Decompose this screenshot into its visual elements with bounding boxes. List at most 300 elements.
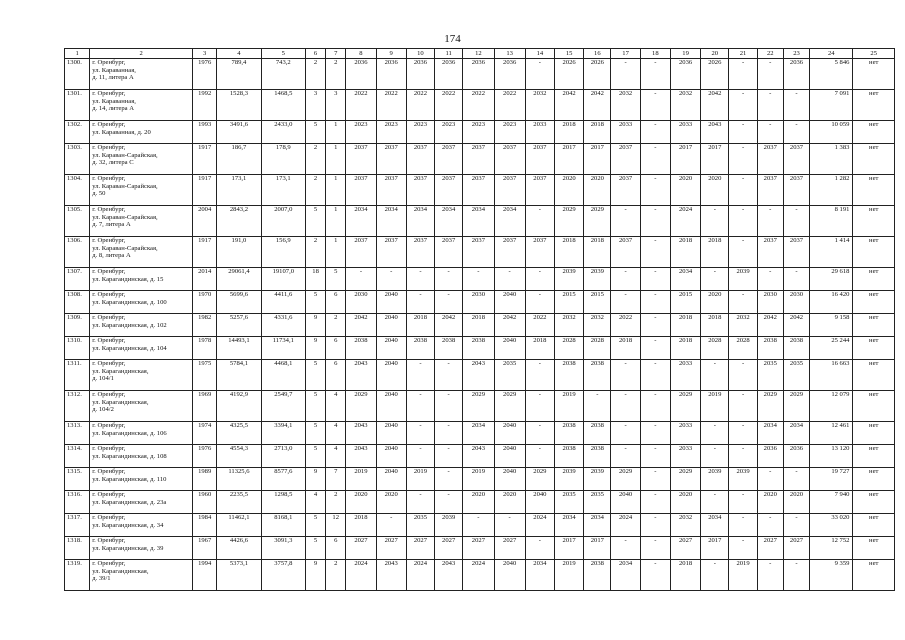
cell-col-22: - bbox=[757, 268, 783, 291]
cell-col-6: 5 bbox=[305, 445, 325, 468]
register-table bbox=[64, 48, 895, 591]
cell-col-3: 1975 bbox=[193, 360, 217, 391]
cell-col-25: нет bbox=[853, 422, 895, 445]
cell-col-15: 2019 bbox=[555, 560, 584, 591]
address-line: ул. Карагандинская, д. 100 bbox=[92, 298, 167, 306]
cell-col-9: 2037 bbox=[376, 175, 406, 206]
cell-col-6: 2 bbox=[305, 144, 325, 175]
address-cell bbox=[90, 121, 193, 144]
cell-col-20: - bbox=[701, 268, 729, 291]
cell-col-20: - bbox=[701, 445, 729, 468]
cell-col-22: 2042 bbox=[757, 314, 783, 337]
address-line: г. Оренбург, bbox=[92, 360, 126, 367]
cell-col-12: 2024 bbox=[463, 560, 494, 591]
cell-col-20: 2018 bbox=[701, 237, 729, 268]
cell-col-21: - bbox=[729, 237, 757, 268]
cell-col-15: 2029 bbox=[555, 206, 584, 237]
cell-col-21: - bbox=[729, 514, 757, 537]
cell-col-18: - bbox=[640, 391, 670, 422]
row-number-cell: 1315. bbox=[65, 468, 90, 491]
cell-col-11: 2036 bbox=[435, 59, 463, 90]
row-number-cell: 1316. bbox=[65, 491, 90, 514]
cell-col-10: - bbox=[406, 445, 434, 468]
cell-col-20: 2028 bbox=[701, 337, 729, 360]
cell-col-15: 2039 bbox=[555, 468, 584, 491]
cell-col-5: 2713,0 bbox=[261, 445, 305, 468]
cell-col-6: 5 bbox=[305, 537, 325, 560]
cell-col-17: 2018 bbox=[611, 337, 640, 360]
address-line: ул. Карагандинская, д. 104 bbox=[92, 344, 167, 352]
cell-col-15: 2015 bbox=[555, 291, 584, 314]
address-line: г. Оренбург, bbox=[92, 206, 126, 213]
address-line: ул. Караван-Сарайская, bbox=[92, 244, 158, 252]
table-row bbox=[65, 144, 895, 175]
cell-col-19: 2036 bbox=[670, 59, 700, 90]
row-number-cell: 1302. bbox=[65, 121, 90, 144]
cell-col-4: 2843,2 bbox=[217, 206, 261, 237]
cell-col-24: 33 020 bbox=[810, 514, 853, 537]
cell-col-13: 2023 bbox=[494, 121, 525, 144]
cell-col-6: 2 bbox=[305, 237, 325, 268]
cell-col-13: - bbox=[494, 268, 525, 291]
cell-col-3: 1917 bbox=[193, 237, 217, 268]
cell-col-18: - bbox=[640, 90, 670, 121]
cell-col-18: - bbox=[640, 422, 670, 445]
cell-col-10: 2034 bbox=[406, 206, 434, 237]
cell-col-21: - bbox=[729, 144, 757, 175]
table-row bbox=[65, 468, 895, 491]
cell-col-21: 2028 bbox=[729, 337, 757, 360]
cell-col-5: 173,1 bbox=[261, 175, 305, 206]
page-number: 174 bbox=[444, 33, 461, 45]
cell-col-9: - bbox=[376, 514, 406, 537]
cell-col-12: - bbox=[463, 268, 494, 291]
cell-col-4: 11325,6 bbox=[217, 468, 261, 491]
cell-col-20: 2043 bbox=[701, 121, 729, 144]
cell-col-5: 4468,1 bbox=[261, 360, 305, 391]
cell-col-7: 6 bbox=[326, 537, 346, 560]
cell-col-25: нет bbox=[853, 337, 895, 360]
cell-col-25: нет bbox=[853, 391, 895, 422]
cell-col-4: 4325,5 bbox=[217, 422, 261, 445]
cell-col-17: 2040 bbox=[611, 491, 640, 514]
cell-col-19: 2032 bbox=[670, 514, 700, 537]
cell-col-4: 5373,1 bbox=[217, 560, 261, 591]
column-number-17: 17 bbox=[611, 49, 640, 59]
cell-col-19: 2018 bbox=[670, 314, 700, 337]
cell-col-24: 9 359 bbox=[810, 560, 853, 591]
cell-col-7: 6 bbox=[326, 337, 346, 360]
cell-col-25: нет bbox=[853, 121, 895, 144]
address-cell bbox=[90, 337, 193, 360]
cell-col-11: 2043 bbox=[435, 560, 463, 591]
table-row bbox=[65, 337, 895, 360]
address-line: г. Оренбург, bbox=[92, 468, 126, 475]
cell-col-13: 2020 bbox=[494, 491, 525, 514]
cell-col-15: 2042 bbox=[555, 90, 584, 121]
cell-col-25: нет bbox=[853, 468, 895, 491]
table-row bbox=[65, 206, 895, 237]
cell-col-7: 1 bbox=[326, 206, 346, 237]
cell-col-21: 2039 bbox=[729, 268, 757, 291]
table-row bbox=[65, 59, 895, 90]
cell-col-7: 1 bbox=[326, 121, 346, 144]
cell-col-18: - bbox=[640, 360, 670, 391]
cell-col-10: 2022 bbox=[406, 90, 434, 121]
table-row bbox=[65, 445, 895, 468]
cell-col-9: 2040 bbox=[376, 291, 406, 314]
cell-col-4: 4554,3 bbox=[217, 445, 261, 468]
cell-col-19: 2032 bbox=[670, 90, 700, 121]
cell-col-11: - bbox=[435, 422, 463, 445]
cell-col-19: 2033 bbox=[670, 121, 700, 144]
cell-col-3: 1978 bbox=[193, 337, 217, 360]
address-cell bbox=[90, 268, 193, 291]
cell-col-13: 2037 bbox=[494, 237, 525, 268]
cell-col-17: 2022 bbox=[611, 314, 640, 337]
cell-col-22: - bbox=[757, 468, 783, 491]
cell-col-24: 25 244 bbox=[810, 337, 853, 360]
cell-col-19: 2018 bbox=[670, 337, 700, 360]
cell-col-14: - bbox=[525, 422, 554, 445]
address-cell bbox=[90, 537, 193, 560]
cell-col-4: 186,7 bbox=[217, 144, 261, 175]
column-number-4: 4 bbox=[217, 49, 261, 59]
cell-col-18: - bbox=[640, 337, 670, 360]
cell-col-11: 2027 bbox=[435, 537, 463, 560]
cell-col-10: - bbox=[406, 360, 434, 391]
column-number-7: 7 bbox=[326, 49, 346, 59]
row-number-cell: 1314. bbox=[65, 445, 90, 468]
row-number-cell: 1308. bbox=[65, 291, 90, 314]
cell-col-5: 19107,0 bbox=[261, 268, 305, 291]
cell-col-24: 7 940 bbox=[810, 491, 853, 514]
address-line: г. Оренбург, bbox=[92, 422, 126, 429]
address-line: ул. Караванная, д. 20 bbox=[92, 128, 151, 136]
address-cell bbox=[90, 314, 193, 337]
cell-col-20: 2039 bbox=[701, 468, 729, 491]
cell-col-9: 2040 bbox=[376, 337, 406, 360]
cell-col-7: 4 bbox=[326, 422, 346, 445]
cell-col-5: 3757,8 bbox=[261, 560, 305, 591]
address-line: ул. Карагандинская, д. 102 bbox=[92, 321, 167, 329]
cell-col-20: 2042 bbox=[701, 90, 729, 121]
cell-col-11: - bbox=[435, 491, 463, 514]
cell-col-21: 2019 bbox=[729, 560, 757, 591]
cell-col-24: 5 846 bbox=[810, 59, 853, 90]
cell-col-19: 2018 bbox=[670, 560, 700, 591]
cell-col-7: 2 bbox=[326, 560, 346, 591]
cell-col-14: - bbox=[525, 391, 554, 422]
address-line: г. Оренбург, bbox=[92, 291, 126, 298]
cell-col-5: 2433,0 bbox=[261, 121, 305, 144]
cell-col-24: 12 752 bbox=[810, 537, 853, 560]
cell-col-14: - bbox=[525, 291, 554, 314]
cell-col-13: 2034 bbox=[494, 206, 525, 237]
table-row bbox=[65, 90, 895, 121]
cell-col-25: нет bbox=[853, 144, 895, 175]
cell-col-12: 2019 bbox=[463, 468, 494, 491]
cell-col-23: - bbox=[783, 206, 809, 237]
cell-col-25: нет bbox=[853, 175, 895, 206]
cell-col-6: 9 bbox=[305, 314, 325, 337]
cell-col-16: - bbox=[584, 391, 611, 422]
cell-col-17: 2037 bbox=[611, 175, 640, 206]
cell-col-3: 1976 bbox=[193, 59, 217, 90]
cell-col-14: 2024 bbox=[525, 514, 554, 537]
cell-col-21: - bbox=[729, 391, 757, 422]
table-row bbox=[65, 314, 895, 337]
cell-col-4: 5784,1 bbox=[217, 360, 261, 391]
row-number-cell: 1319. bbox=[65, 560, 90, 591]
cell-col-8: 2019 bbox=[346, 468, 376, 491]
table-row bbox=[65, 514, 895, 537]
cell-col-17: - bbox=[611, 206, 640, 237]
cell-col-19: 2033 bbox=[670, 360, 700, 391]
column-number-16: 16 bbox=[584, 49, 611, 59]
address-line: д. 8, литера А bbox=[92, 252, 131, 260]
cell-col-10: 2027 bbox=[406, 537, 434, 560]
table-row bbox=[65, 291, 895, 314]
address-line: д. 104/1 bbox=[92, 375, 114, 383]
cell-col-15: 2028 bbox=[555, 337, 584, 360]
cell-col-12: 2020 bbox=[463, 491, 494, 514]
cell-col-11: 2037 bbox=[435, 144, 463, 175]
cell-col-8: 2022 bbox=[346, 90, 376, 121]
cell-col-4: 14493,1 bbox=[217, 337, 261, 360]
cell-col-5: 11734,1 bbox=[261, 337, 305, 360]
address-line: ул. Караван-Сарайская, bbox=[92, 213, 158, 221]
cell-col-7: 6 bbox=[326, 291, 346, 314]
cell-col-10: 2037 bbox=[406, 175, 434, 206]
cell-col-4: 11462,1 bbox=[217, 514, 261, 537]
address-line: д. 7, литера А bbox=[92, 221, 131, 229]
column-number-12: 12 bbox=[463, 49, 494, 59]
cell-col-14: 2037 bbox=[525, 175, 554, 206]
cell-col-25: нет bbox=[853, 237, 895, 268]
cell-col-18: - bbox=[640, 514, 670, 537]
table-row bbox=[65, 422, 895, 445]
cell-col-15: 2018 bbox=[555, 237, 584, 268]
cell-col-7: 12 bbox=[326, 514, 346, 537]
cell-col-21: - bbox=[729, 537, 757, 560]
row-number-cell: 1307. bbox=[65, 268, 90, 291]
cell-col-9: - bbox=[376, 268, 406, 291]
cell-col-12: 2043 bbox=[463, 445, 494, 468]
cell-col-8: 2020 bbox=[346, 491, 376, 514]
cell-col-14: 2018 bbox=[525, 337, 554, 360]
cell-col-8: 2042 bbox=[346, 314, 376, 337]
address-cell bbox=[90, 237, 193, 268]
address-line: ул. Карагандинская, bbox=[92, 398, 149, 406]
column-number-6: 6 bbox=[305, 49, 325, 59]
cell-col-12: 2036 bbox=[463, 59, 494, 90]
address-cell bbox=[90, 391, 193, 422]
cell-col-3: 1967 bbox=[193, 537, 217, 560]
cell-col-15: 2019 bbox=[555, 391, 584, 422]
cell-col-5: 3091,3 bbox=[261, 537, 305, 560]
cell-col-23: 2037 bbox=[783, 144, 809, 175]
cell-col-24: 1 383 bbox=[810, 144, 853, 175]
cell-col-20: 2020 bbox=[701, 291, 729, 314]
cell-col-20: 2020 bbox=[701, 175, 729, 206]
cell-col-10: 2024 bbox=[406, 560, 434, 591]
cell-col-16: 2017 bbox=[584, 537, 611, 560]
cell-col-5: 156,9 bbox=[261, 237, 305, 268]
address-cell bbox=[90, 291, 193, 314]
cell-col-24: 19 727 bbox=[810, 468, 853, 491]
cell-col-17: 2024 bbox=[611, 514, 640, 537]
cell-col-20: - bbox=[701, 360, 729, 391]
address-line: д. 32, литера С bbox=[92, 159, 134, 167]
cell-col-7: 4 bbox=[326, 391, 346, 422]
table-row bbox=[65, 391, 895, 422]
cell-col-17: - bbox=[611, 445, 640, 468]
cell-col-16: 2039 bbox=[584, 268, 611, 291]
cell-col-10: 2023 bbox=[406, 121, 434, 144]
cell-col-6: 2 bbox=[305, 175, 325, 206]
cell-col-13: 2035 bbox=[494, 360, 525, 391]
cell-col-6: 9 bbox=[305, 337, 325, 360]
cell-col-23: 2027 bbox=[783, 537, 809, 560]
cell-col-10: 2038 bbox=[406, 337, 434, 360]
cell-col-15: 2039 bbox=[555, 268, 584, 291]
cell-col-17: - bbox=[611, 268, 640, 291]
cell-col-20: 2017 bbox=[701, 144, 729, 175]
cell-col-17: - bbox=[611, 360, 640, 391]
cell-col-12: 2037 bbox=[463, 144, 494, 175]
cell-col-21: - bbox=[729, 291, 757, 314]
cell-col-25: нет bbox=[853, 560, 895, 591]
cell-col-22: - bbox=[757, 121, 783, 144]
cell-col-7: 1 bbox=[326, 144, 346, 175]
cell-col-21: - bbox=[729, 422, 757, 445]
cell-col-16: 2038 bbox=[584, 445, 611, 468]
cell-col-19: 2015 bbox=[670, 291, 700, 314]
cell-col-24: 1 282 bbox=[810, 175, 853, 206]
cell-col-12: 2034 bbox=[463, 422, 494, 445]
table-row bbox=[65, 268, 895, 291]
table-row bbox=[65, 491, 895, 514]
cell-col-9: 2040 bbox=[376, 314, 406, 337]
cell-col-21: 2032 bbox=[729, 314, 757, 337]
cell-col-6: 5 bbox=[305, 206, 325, 237]
cell-col-7: 2 bbox=[326, 314, 346, 337]
cell-col-5: 1298,5 bbox=[261, 491, 305, 514]
cell-col-25: нет bbox=[853, 445, 895, 468]
cell-col-17: 2037 bbox=[611, 237, 640, 268]
address-line: г. Оренбург, bbox=[92, 144, 126, 151]
column-number-18: 18 bbox=[640, 49, 670, 59]
address-cell bbox=[90, 560, 193, 591]
cell-col-20: - bbox=[701, 491, 729, 514]
row-number-cell: 1305. bbox=[65, 206, 90, 237]
cell-col-19: 2020 bbox=[670, 491, 700, 514]
cell-col-5: 1468,5 bbox=[261, 90, 305, 121]
cell-col-15: 2032 bbox=[555, 314, 584, 337]
cell-col-8: 2036 bbox=[346, 59, 376, 90]
cell-col-16: 2028 bbox=[584, 337, 611, 360]
cell-col-13: 2029 bbox=[494, 391, 525, 422]
row-number-cell: 1301. bbox=[65, 90, 90, 121]
cell-col-10: - bbox=[406, 391, 434, 422]
cell-col-23: 2036 bbox=[783, 445, 809, 468]
cell-col-8: 2027 bbox=[346, 537, 376, 560]
cell-col-4: 4426,6 bbox=[217, 537, 261, 560]
cell-col-13: 2037 bbox=[494, 175, 525, 206]
table-row bbox=[65, 237, 895, 268]
column-number-20: 20 bbox=[701, 49, 729, 59]
cell-col-7: 2 bbox=[326, 491, 346, 514]
cell-col-23: - bbox=[783, 121, 809, 144]
cell-col-11: 2037 bbox=[435, 237, 463, 268]
cell-col-8: 2018 bbox=[346, 514, 376, 537]
cell-col-17: - bbox=[611, 59, 640, 90]
cell-col-7: 4 bbox=[326, 445, 346, 468]
cell-col-17: 2033 bbox=[611, 121, 640, 144]
table-row bbox=[65, 121, 895, 144]
cell-col-7: 2 bbox=[326, 59, 346, 90]
column-number-25: 25 bbox=[853, 49, 895, 59]
address-line: ул. Карагандинская, bbox=[92, 567, 149, 575]
cell-col-12: 2037 bbox=[463, 175, 494, 206]
address-line: ул. Карагандинская, д. 110 bbox=[92, 475, 167, 483]
cell-col-10: 2036 bbox=[406, 59, 434, 90]
cell-col-9: 2023 bbox=[376, 121, 406, 144]
address-line: г. Оренбург, bbox=[92, 537, 126, 544]
address-cell bbox=[90, 59, 193, 90]
cell-col-6: 5 bbox=[305, 291, 325, 314]
cell-col-25: нет bbox=[853, 291, 895, 314]
cell-col-11: 2038 bbox=[435, 337, 463, 360]
cell-col-11: 2023 bbox=[435, 121, 463, 144]
cell-col-14: 2040 bbox=[525, 491, 554, 514]
cell-col-25: нет bbox=[853, 268, 895, 291]
cell-col-10: 2019 bbox=[406, 468, 434, 491]
cell-col-6: 18 bbox=[305, 268, 325, 291]
cell-col-24: 9 158 bbox=[810, 314, 853, 337]
cell-col-24: 8 191 bbox=[810, 206, 853, 237]
cell-col-9: 2040 bbox=[376, 468, 406, 491]
row-number-cell: 1300. bbox=[65, 59, 90, 90]
cell-col-14: 2037 bbox=[525, 144, 554, 175]
column-number-24: 24 bbox=[810, 49, 853, 59]
cell-col-22: 2037 bbox=[757, 144, 783, 175]
cell-col-11: - bbox=[435, 391, 463, 422]
cell-col-17: - bbox=[611, 391, 640, 422]
cell-col-5: 3394,1 bbox=[261, 422, 305, 445]
row-number-cell: 1311. bbox=[65, 360, 90, 391]
cell-col-21: - bbox=[729, 206, 757, 237]
address-line: г. Оренбург, bbox=[92, 514, 126, 521]
cell-col-13: 2042 bbox=[494, 314, 525, 337]
cell-col-18: - bbox=[640, 314, 670, 337]
cell-col-11: - bbox=[435, 268, 463, 291]
row-number-cell: 1312. bbox=[65, 391, 90, 422]
cell-col-7: 1 bbox=[326, 175, 346, 206]
address-line: г. Оренбург, bbox=[92, 237, 126, 244]
cell-col-25: нет bbox=[853, 314, 895, 337]
cell-col-21: - bbox=[729, 491, 757, 514]
cell-col-22: 2020 bbox=[757, 491, 783, 514]
cell-col-20: - bbox=[701, 422, 729, 445]
cell-col-8: 2024 bbox=[346, 560, 376, 591]
cell-col-3: 1960 bbox=[193, 491, 217, 514]
cell-col-9: 2034 bbox=[376, 206, 406, 237]
cell-col-5: 2549,7 bbox=[261, 391, 305, 422]
cell-col-8: 2038 bbox=[346, 337, 376, 360]
cell-col-15: 2020 bbox=[555, 175, 584, 206]
